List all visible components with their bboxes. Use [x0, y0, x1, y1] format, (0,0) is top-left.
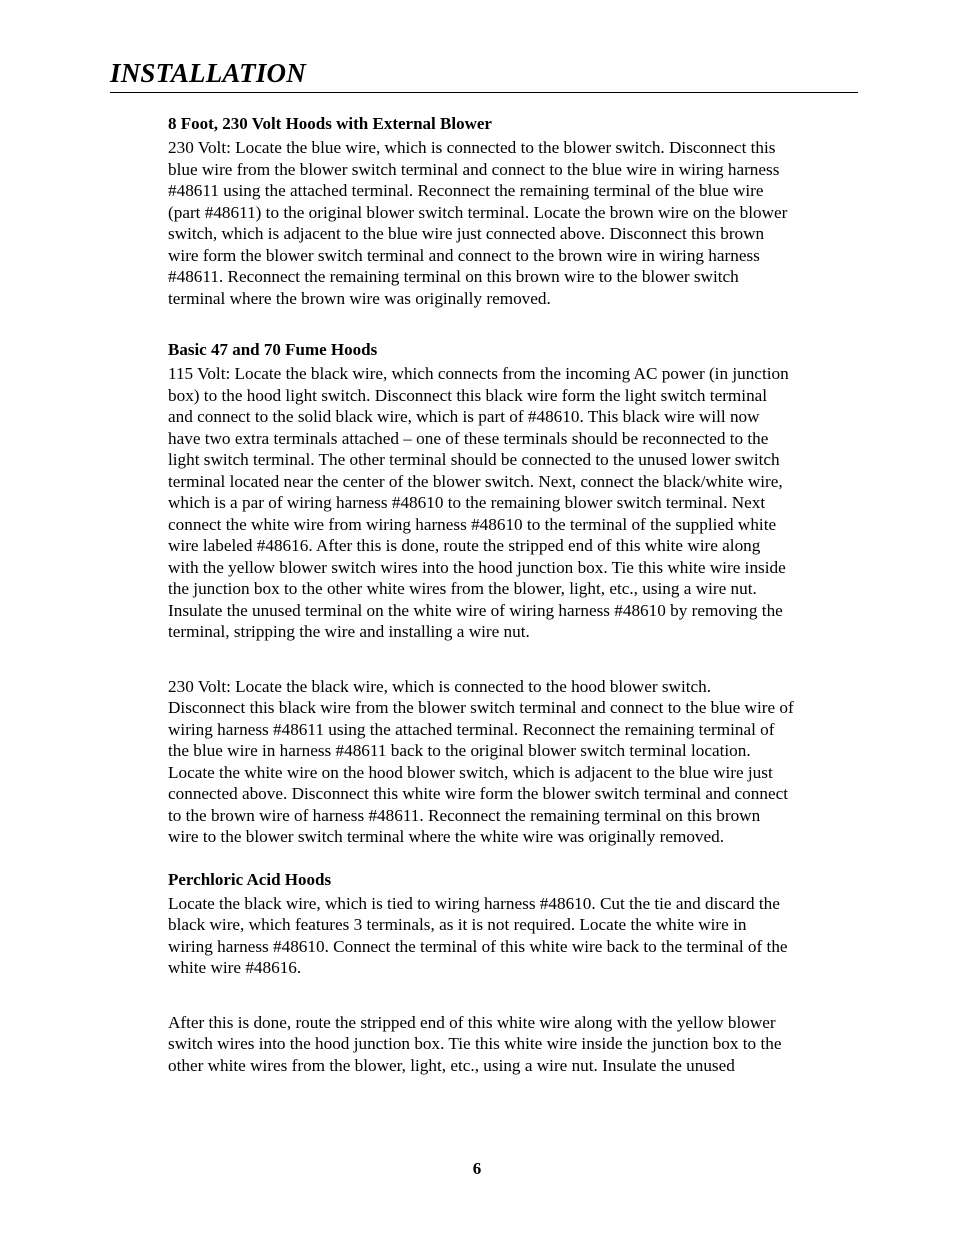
- page-title: INSTALLATION: [110, 58, 306, 88]
- paragraph-230-volt: 230 Volt: Locate the black wire, which is connected to the hood blower switch. Disconnect this black wire from the blower switch terminal and connect to the blue wire of wiring harness #48611 using the attached terminal. Reconnect the remaining terminal of the blue wire in harness #48611 back to the original blower switch terminal location. Locate the white wire on the hood blower switch, which is adjacent to the blue wire just connected above. Disconnect this white wire form the blower switch terminal and connect to the brown wire of harness #48611. Reconnect the remaining terminal on this brown wire to the blower switch terminal where the white wire was originally removed.: [168, 676, 794, 846]
- section-heading: 8 Foot, 230 Volt Hoods with External Blower: [168, 114, 492, 133]
- page-header: [110, 56, 858, 93]
- section-8-foot-230-volt: [168, 113, 858, 309]
- paragraph-perchloric-1: Locate the black wire, which is tied to wiring harness #48610. Cut the tie and discard the black wire, which features 3 terminals, as it is not required. Locate the white wire in wiring harness #48610. Connect the terminal of this white wire back to the terminal of the white wire #48616.: [168, 893, 788, 977]
- paragraph-115-volt: 115 Volt: Locate the black wire, which connects from the incoming AC power (in junction box) to the hood light switch. Disconnect this black wire form the light switch terminal and connect to the solid black wire, which is part of #48610. This black wire will now have two extra terminals attached – one of these terminals should be reconnected to the light switch terminal. The other terminal should be connected to the unused lower switch terminal located near the center of the blower switch. Next, connect the black/white wire, which is a par of wiring harness #48610 to the remaining blower switch terminal. Next connect the white wire from wiring harness #48610 to the terminal of the supplied white wire labeled #48616. After this is done, route the stripped end of this white wire along with the yellow blower switch wires into the hood junction box. Tie this white wire inside the junction box to the other white wires from the blower, light, etc., using a wire nut. Insulate the unused terminal on the white wire of wiring harness #48610 by removing the terminal, stripping the wire and installing a wire nut.: [168, 364, 789, 641]
- page-number: 6: [472, 1159, 482, 1178]
- section-heading: Basic 47 and 70 Fume Hoods: [168, 340, 378, 359]
- section-heading: Perchloric Acid Hoods: [168, 869, 332, 889]
- paragraph-230-volt-external-blower: 230 Volt: Locate the blue wire, which is connected to the blower switch. Disconnect this blue wire from the blower switch terminal and connect to the blue wire in wiring harness #48611 using the attached terminal. Reconnect the remaining terminal of the blue wire (part #48611) to the original blower switch terminal. Locate the brown wire on the blower switch, which is adjacent to the blue wire just connected above. Disconnect this brown wire form the blower switch terminal and connect to the brown wire in wiring harness #48611. Reconnect the remaining terminal on this brown wire to the blower switch terminal where the brown wire was originally removed.: [168, 138, 788, 308]
- document-body: [168, 113, 858, 1076]
- section-perchloric-acid: [168, 869, 858, 1077]
- paragraph-perchloric-2: After this is done, route the stripped end of this white wire along with the yellow blower switch wires into the hood junction box. Tie this white wire inside the junction box to the other white wires from the blower, light, etc., using a wire nut. Insulate the unused: [168, 1012, 782, 1075]
- section-basic-47-70: [168, 339, 858, 848]
